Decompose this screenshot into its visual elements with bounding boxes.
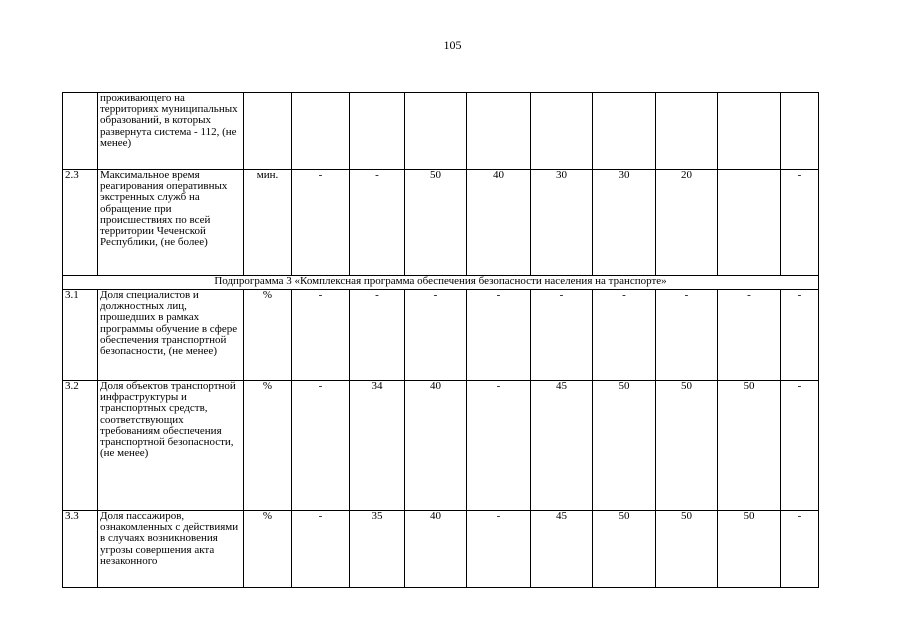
row-number: 3.1 <box>63 290 98 381</box>
row-number: 3.2 <box>63 381 98 511</box>
value-cell: - <box>781 170 819 276</box>
page-number: 105 <box>443 38 462 52</box>
value-cell: 50 <box>593 511 656 588</box>
value-cell: - <box>350 170 405 276</box>
value-cell: - <box>467 290 531 381</box>
value-cell: - <box>656 290 718 381</box>
subprogram-title: Подпрограмма 3 «Комплексная программа обеспечения безопасности населения на транспорте» <box>63 276 819 290</box>
indicator-name: проживающего на территориях муниципальных образований, в которых развернута система - 112, (не менее) <box>98 93 244 170</box>
value-cell: 30 <box>593 170 656 276</box>
value-cell: 40 <box>467 170 531 276</box>
row-number <box>63 93 98 170</box>
value-cell <box>593 93 656 170</box>
value-cell: 45 <box>531 381 593 511</box>
value-cell: 50 <box>593 381 656 511</box>
unit-cell: % <box>244 511 292 588</box>
value-cell: - <box>467 381 531 511</box>
value-cell: - <box>350 290 405 381</box>
value-cell: - <box>292 511 350 588</box>
indicators-table <box>62 92 819 588</box>
value-cell <box>467 93 531 170</box>
value-cell: - <box>593 290 656 381</box>
value-cell <box>350 93 405 170</box>
value-cell: - <box>405 290 467 381</box>
value-cell <box>656 93 718 170</box>
indicator-name: Доля пассажиров, ознакомленных с действиями в случаях возникновения угрозы совершения акта незаконного <box>98 511 244 588</box>
value-cell: 35 <box>350 511 405 588</box>
value-cell <box>781 93 819 170</box>
value-cell: - <box>718 290 781 381</box>
value-cell: 50 <box>718 381 781 511</box>
value-cell: 50 <box>656 381 718 511</box>
indicator-name: Доля специалистов и должностных лиц, прошедших в рамках программы обучение в сфере обеспечения транспортной безопасности, (не менее) <box>98 290 244 381</box>
indicator-name: Максимальное время реагирования оперативных экстренных служб на обращение при происшествиях по всей территории Чеченской Республики, (не более) <box>98 170 244 276</box>
row-number: 2.3 <box>63 170 98 276</box>
value-cell <box>405 93 467 170</box>
value-cell: 50 <box>656 511 718 588</box>
value-cell: 40 <box>405 511 467 588</box>
value-cell: - <box>467 511 531 588</box>
value-cell: - <box>781 290 819 381</box>
value-cell: - <box>531 290 593 381</box>
subprogram-row <box>63 276 819 290</box>
value-cell: 50 <box>405 170 467 276</box>
indicator-name: Доля объектов транспортной инфраструктуры и транспортных средств, соответствующих требованиям обеспечения транспортной безопасности, (не менее) <box>98 381 244 511</box>
unit-cell: мин. <box>244 170 292 276</box>
value-cell <box>718 170 781 276</box>
value-cell: - <box>292 381 350 511</box>
unit-cell <box>244 93 292 170</box>
unit-cell: % <box>244 381 292 511</box>
value-cell: 30 <box>531 170 593 276</box>
value-cell: - <box>292 290 350 381</box>
table-row <box>63 511 819 588</box>
value-cell: - <box>781 511 819 588</box>
table-row <box>63 93 819 170</box>
value-cell: 34 <box>350 381 405 511</box>
table-row <box>63 170 819 276</box>
unit-cell: % <box>244 290 292 381</box>
value-cell: - <box>292 170 350 276</box>
value-cell <box>718 93 781 170</box>
value-cell <box>531 93 593 170</box>
table-row <box>63 381 819 511</box>
value-cell: - <box>781 381 819 511</box>
value-cell: 50 <box>718 511 781 588</box>
value-cell: 20 <box>656 170 718 276</box>
value-cell: 40 <box>405 381 467 511</box>
table-row <box>63 290 819 381</box>
value-cell: 45 <box>531 511 593 588</box>
row-number: 3.3 <box>63 511 98 588</box>
value-cell <box>292 93 350 170</box>
